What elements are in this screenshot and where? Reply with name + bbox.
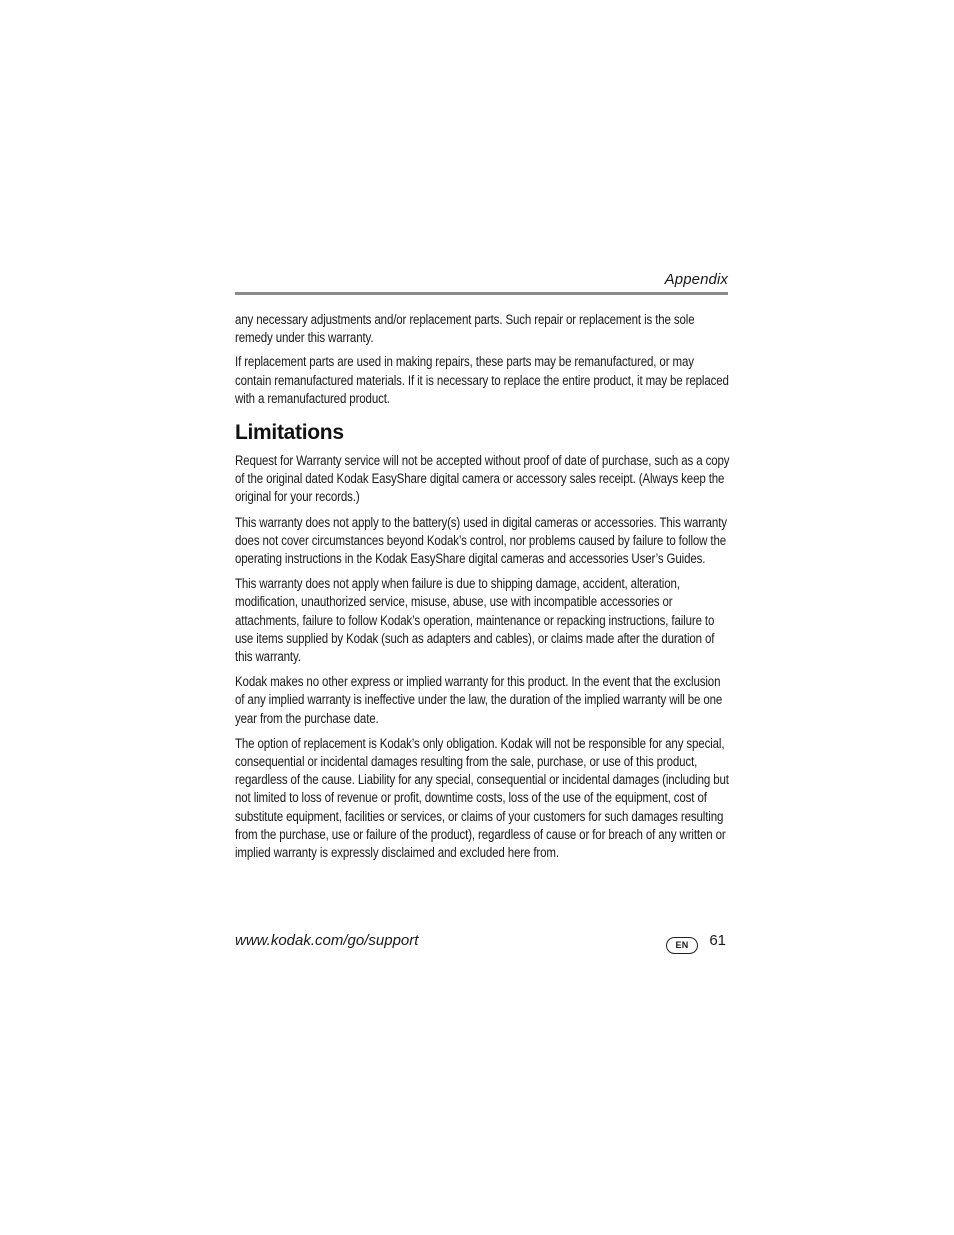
- header-divider: [235, 292, 728, 295]
- footer-page-info: [663, 932, 728, 954]
- section-heading: Limitations: [235, 421, 344, 445]
- paragraph: If replacement parts are used in making repairs, these parts may be remanufactured, or may contain remanufactured materials. If it is necessary to replace the entire product, it may be replaced with a remanufactured product.: [235, 354, 729, 406]
- paragraph: This warranty does not apply to the battery(s) used in digital cameras or accessories. This warranty does not cover circumstances beyond Kodak’s control, nor problems caused by failure to follow the operating instructions in the Kodak EasyShare digital cameras and accessories User’s Guides.: [235, 514, 727, 567]
- page-number: 61: [709, 932, 726, 949]
- language-badge: EN: [666, 937, 698, 954]
- paragraph: Kodak makes no other express or implied warranty for this product. In the event that the exclusion of any implied warranty is ineffective under the law, the duration of the implied warranty will be one year from the purchase date.: [235, 674, 723, 726]
- paragraph: This warranty does not apply when failure is due to shipping damage, accident, alteration, modification, unauthorized service, misuse, abuse, use with incompatible accessories or attachments, failure to follow Kodak’s operation, maintenance or repacking instructions, failure to use items supplied by Kodak (such as adapters and cables), or claims made after the duration of this warranty.: [235, 576, 715, 665]
- support-link[interactable]: www.kodak.com/go/support: [235, 932, 419, 949]
- paragraph: The option of replacement is Kodak’s only obligation. Kodak will not be responsible for any special, consequential or incidental damages resulting from the sale, purchase, or use of this product, regardless of the cause. Liability for any special, consequential or incidental damages (including but not limited to loss of revenue or profit, downtime costs, loss of the use of the equipment, cost of substitute equipment, facilities or services, or claims of your customers for such damages resulting from the purchase, use or failure of the product), regardless of cause or for breach of any written or implied warranty is expressly disclaimed and excluded here from.: [235, 735, 729, 861]
- page-body: [235, 311, 730, 869]
- section-title: Appendix: [664, 271, 728, 288]
- paragraph: any necessary adjustments and/or replacement parts. Such repair or replacement is the sole remedy under this warranty.: [235, 312, 695, 346]
- paragraph: Request for Warranty service will not be accepted without proof of date of purchase, such as a copy of the original dated Kodak EasyShare digital camera or accessory sales receipt. (Always keep the original for your records.): [235, 453, 730, 505]
